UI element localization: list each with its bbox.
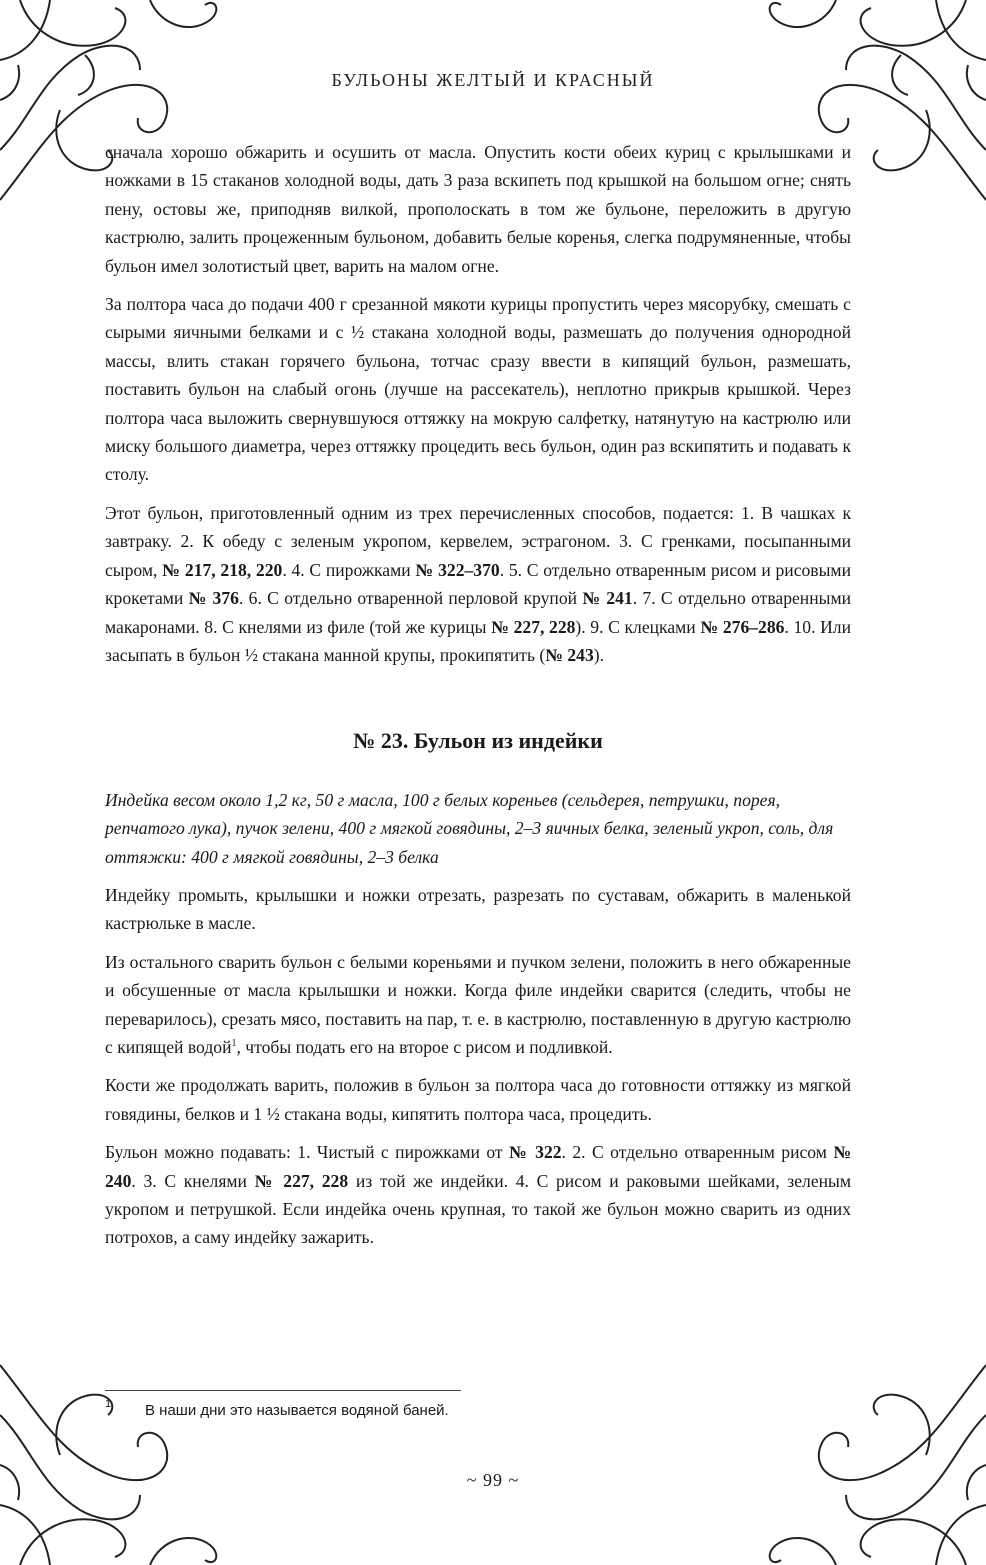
paragraph [105, 499, 851, 669]
text-run: . 5. С отдельно отваренным рисом и рисовыми крокетами [105, 559, 851, 609]
recipe-reference: № 322 [509, 1142, 562, 1163]
ornament-corner-bottom-left [0, 1335, 250, 1565]
text-run: Бульон можно подавать: 1. Чистый с пирожками от [105, 1142, 510, 1163]
text-run: Индейку промыть, крылышки и ножки отрезать, разрезать по суставам, обжарить в маленькой кастрюльке в масле. [105, 884, 851, 934]
paragraph [105, 138, 851, 280]
text-run: . 10. Или засыпать в бульон ½ стакана манной крупы, прокипятить ( [105, 616, 852, 665]
paragraph [105, 290, 851, 489]
text-run: Из остального сварить бульон с белыми кореньями и пучком зелени, положить в него обжаренные и обсушенные от масла крылышки и ножки. Когда филе индейки сварится (следить, чтобы не переварилось), срезать мясо, поставить на пар, т. е. в кастрюлю, поставленную в другую кастрюлю с кипящей водой [105, 951, 851, 1057]
text-run: из той же индейки. 4. С рисом и раковыми шейками, зеленым укропом и петрушкой. Если индейка очень крупная, то такой же бульон можно сварить из одних потрохов, а саму индейку зажарить. [105, 1170, 852, 1248]
recipe-reference: № 217, 218, 220 [162, 559, 283, 580]
section-continued [105, 138, 851, 669]
section-instructions [105, 881, 851, 1252]
text-run: ). [593, 644, 605, 665]
section-heading: № 23. Бульон из индейки [353, 728, 603, 754]
recipe-reference: № 322–370 [415, 559, 500, 580]
text-run: За полтора часа до подачи 400 г срезанной мякоти курицы пропустить через мясорубку, смешать с сырыми яичными белками и с ½ стакана холодной воды, размешать до получения однородной массы, влить стакан горячего бульона, тотчас сразу ввести в кипящий бульон, размешать, поставить бульон на слабый огонь (лучше на рассекатель), неплотно прикрыв крышкой. Через полтора часа выложить свернувшуюся оттяжку на мокрую салфетку, натянутую на кастрюлю или миску большого диаметра, через оттяжку процедить весь бульон, один раз вскипятить и подавать к столу. [105, 294, 851, 485]
body-text [105, 138, 851, 1262]
text-run: . 6. С отдельно отваренной перловой крупой [238, 588, 583, 609]
text-run: ). 9. С клецками [575, 616, 701, 637]
footnote-rule [105, 1390, 461, 1391]
recipe-reference: № 227, 228 [491, 616, 576, 637]
footnote-mark: 1 [105, 1398, 112, 1410]
ingredients-list: Индейка весом около 1,2 кг, 50 г масла, 100 г белых кореньев (сельдерея, петрушки, порея, репчатого лука), пучок зелени, 400 г мягкой говядины, 2–3 яичных белка, зеленый укроп, соль, для оттяжки: 400 г мягкой говядины, 2–3 белка [105, 789, 834, 867]
paragraph [105, 1071, 851, 1128]
text-run: Кости же продолжать варить, положив в бульон за полтора часа до готовности оттяжку из мягкой говядины, белков и 1 ½ стакана воды, кипятить полтора часа, процедить. [105, 1075, 851, 1124]
text-run: . 3. С кнелями [131, 1170, 255, 1191]
recipe-reference: № 240 [105, 1142, 852, 1191]
recipe-reference: № 227, 228 [254, 1170, 349, 1191]
recipe-reference: № 241 [582, 588, 633, 609]
text-run: Этот бульон, приготовленный одним из трех перечисленных способов, подается: 1. В чашках к завтраку. 2. К обеду с зеленым укропом, кервелем, эстрагоном. 3. С гренками, посыпанными сыром, [105, 502, 851, 580]
ornament-corner-bottom-right [736, 1335, 986, 1565]
text-run: сначала хорошо обжарить и осушить от масла. Опустить кости обеих куриц с крылышками и ножками в 15 стаканов холодной воды, дать 3 раза вскипеть под крышкой на большом огне; снять пену, остовы же, приподняв вилкой, прополоскать в том же бульоне, переложить в другую кастрюлю, залить процеженным бульоном, добавить белые коренья, слегка подрумяненные, чтобы бульон имел золотистый цвет, варить на малом огне. [105, 142, 851, 276]
running-head: БУЛЬОНЫ ЖЕЛТЫЙ И КРАСНЫЙ [331, 70, 655, 90]
text-run: . 2. С отдельно отваренным рисом [561, 1142, 834, 1163]
text-run: , чтобы подать его на второе с рисом и подливкой. [236, 1036, 613, 1057]
footnote-text: В наши дни это называется водяной баней. [145, 1402, 449, 1419]
paragraph [105, 1138, 851, 1252]
text-run: . 7. С отдельно отваренными макаронами. 8. С кнелями из филе (той же курицы [105, 588, 852, 637]
recipe-reference: № 243 [545, 644, 594, 665]
recipe-reference: № 376 [188, 588, 239, 609]
text-run: . 4. С пирожками [282, 559, 416, 580]
paragraph [105, 881, 851, 938]
paragraph [105, 948, 851, 1062]
page-number: ~ 99 ~ [466, 1470, 520, 1490]
recipe-reference: № 276–286 [700, 616, 785, 637]
footnote-ref: 1 [231, 1038, 237, 1050]
